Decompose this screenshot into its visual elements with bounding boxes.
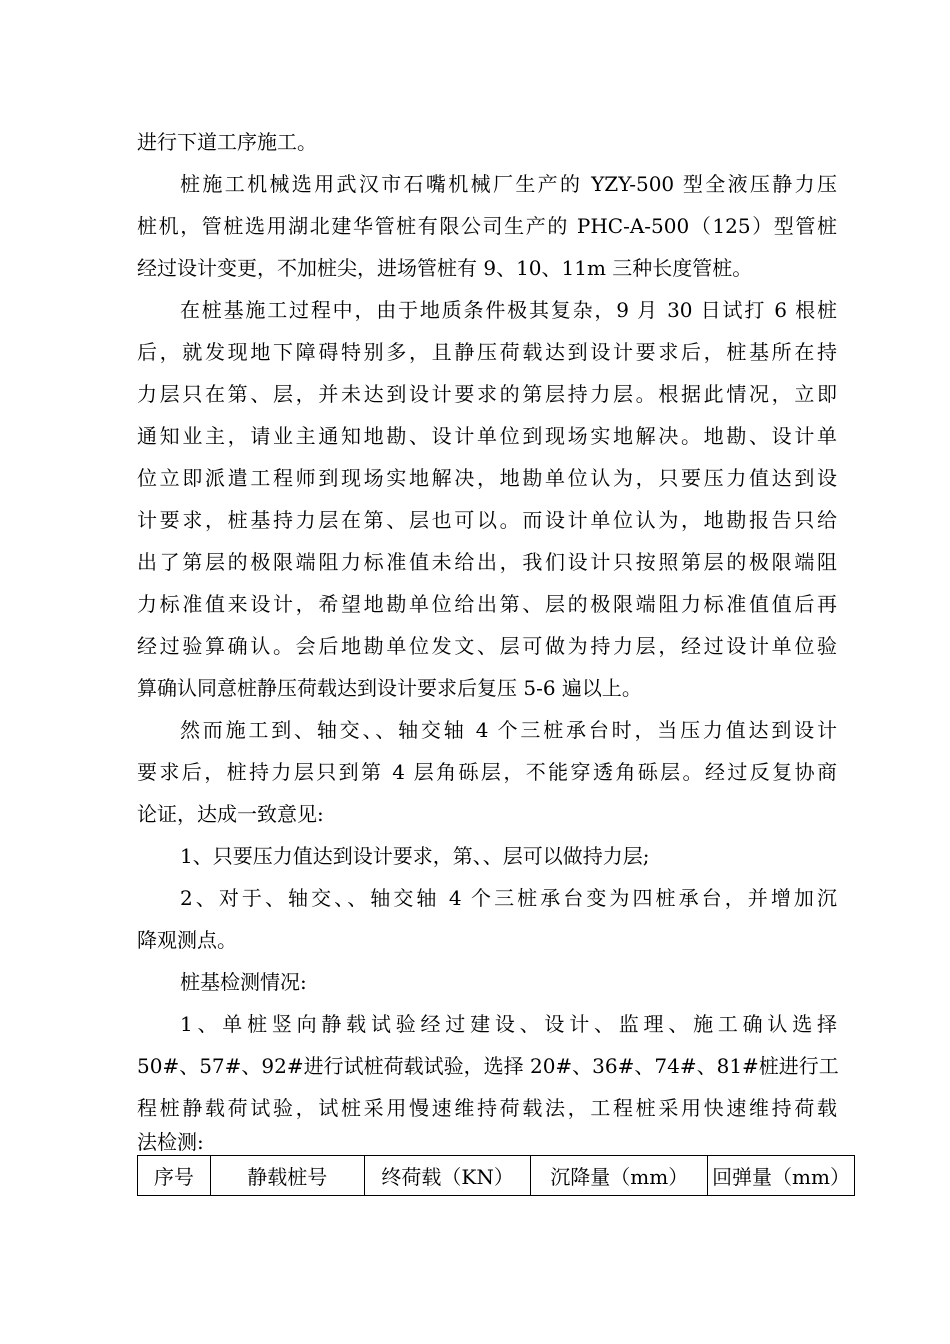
- text-line: 通知业主，请业主通知地勘、设计单位到现场实地解决。地勘、设计单: [137, 424, 837, 448]
- text-line: 算确认同意桩静压荷载达到设计要求后复压 5-6 遍以上。: [137, 676, 642, 700]
- text-line: 论证，达成一致意见:: [137, 802, 324, 826]
- header-cell-final-load: 终荷载（KN）: [364, 1156, 531, 1196]
- text-line: 1、单桩竖向静载试验经过建设、设计、监理、施工确认选择: [180, 1012, 837, 1036]
- text-line: 要求后，桩持力层只到第 4 层角砾层，不能穿透角砾层。经过反复协商: [137, 760, 837, 784]
- text-line: 程桩静载荷试验，试桩采用慢速维持荷载法，工程桩采用快速维持荷载: [137, 1096, 837, 1120]
- text-line: 降观测点。: [137, 928, 237, 952]
- text-line: 1、只要压力值达到设计要求，第、、层可以做持力层;: [180, 844, 650, 868]
- text-line: 然而施工到、轴交、、轴交轴 4 个三桩承台时，当压力值达到设计: [180, 718, 837, 742]
- table-header-row: [138, 1156, 855, 1196]
- header-cell-pile-number: 静载桩号: [210, 1156, 364, 1196]
- text-line: 桩基检测情况:: [180, 970, 307, 994]
- text-line: 50#、57#、92#进行试桩荷载试验，选择 20#、36#、74#、81#桩进行工: [137, 1054, 839, 1078]
- header-cell-index: 序号: [138, 1156, 211, 1196]
- text-line: 桩机，管桩选用湖北建华管桩有限公司生产的 PHC-A-500（125）型管桩: [137, 214, 837, 238]
- text-line: 出了第层的极限端阻力标准值未给出，我们设计只按照第层的极限端阻: [137, 550, 837, 574]
- header-cell-settlement: 沉降量（mm）: [531, 1156, 708, 1196]
- text-line: 经过设计变更，不加桩尖，进场管桩有 9、10、11m 三种长度管桩。: [137, 256, 753, 280]
- text-line: 2、对于、轴交、、轴交轴 4 个三桩承台变为四桩承台，并增加沉: [180, 886, 837, 910]
- text-line: 在桩基施工过程中，由于地质条件极其复杂，9 月 30 日试打 6 根桩: [180, 298, 837, 322]
- text-line: 进行下道工序施工。: [137, 130, 317, 154]
- text-line: 力标准值来设计，希望地勘单位给出第、层的极限端阻力标准值值后再: [137, 592, 837, 616]
- text-line: 力层只在第、层，并未达到设计要求的第层持力层。根据此情况，立即: [137, 382, 837, 406]
- text-line: 后，就发现地下障碍特别多，且静压荷载达到设计要求后，桩基所在持: [137, 340, 837, 364]
- text-line: 法检测:: [137, 1130, 204, 1154]
- text-line: 位立即派遣工程师到现场实地解决，地勘单位认为，只要压力值达到设: [137, 466, 837, 490]
- text-line: 计要求，桩基持力层在第、层也可以。而设计单位认为，地勘报告只给: [137, 508, 837, 532]
- header-cell-rebound: 回弹量（mm）: [708, 1156, 855, 1196]
- static-load-test-table: [137, 1155, 855, 1196]
- text-line: 桩施工机械选用武汉市石嘴机械厂生产的 YZY-500 型全液压静力压: [180, 172, 837, 196]
- text-line: 经过验算确认。会后地勘单位发文、层可做为持力层，经过设计单位验: [137, 634, 837, 658]
